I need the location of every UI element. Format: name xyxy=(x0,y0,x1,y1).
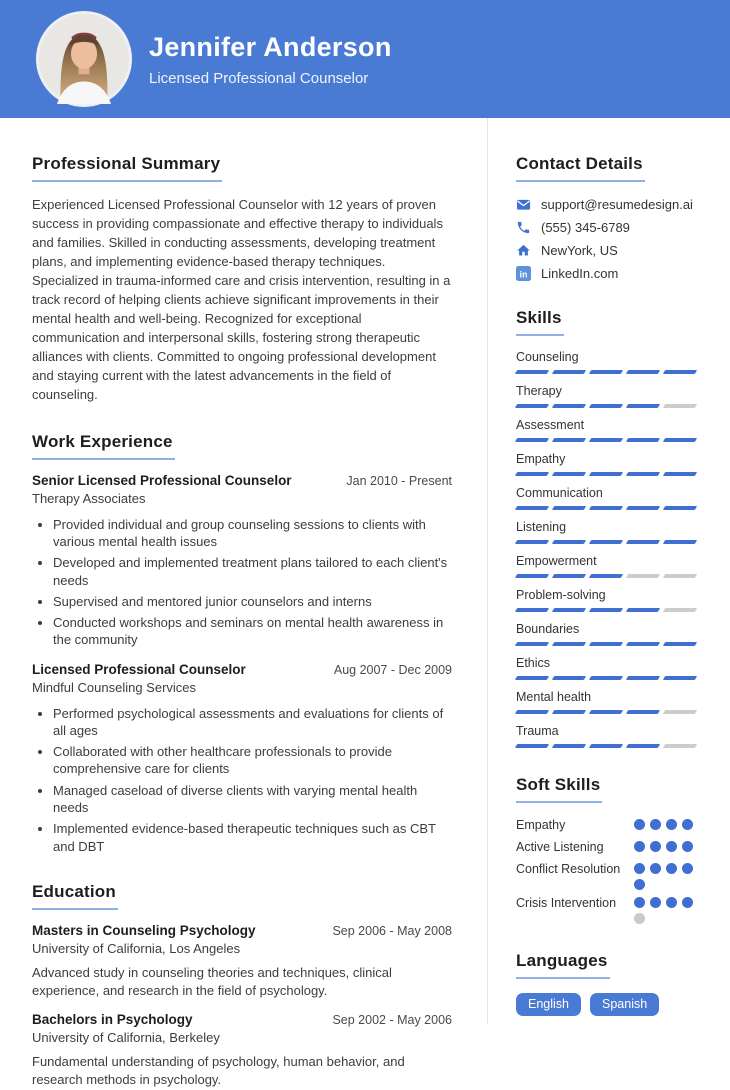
skill-segment-filled xyxy=(515,370,549,374)
avatar-photo-illustration xyxy=(39,14,129,104)
skill-segment-filled xyxy=(552,370,586,374)
skill-segment-filled xyxy=(515,540,549,544)
skill-segment-empty xyxy=(663,574,697,578)
skill-item xyxy=(516,656,696,680)
job-bullet: • Provided individual and group counseling sessions to clients with various mental health issues xyxy=(53,516,452,551)
skill-name: Mental health xyxy=(516,690,592,704)
skill-segment-filled xyxy=(552,574,586,578)
skill-item xyxy=(516,724,696,748)
resume-header xyxy=(0,0,730,118)
home-icon xyxy=(516,243,531,258)
job-title: Senior Licensed Professional Counselor xyxy=(32,472,292,488)
skill-segment-filled xyxy=(626,404,660,408)
soft-skill-name: Empathy xyxy=(516,818,566,832)
soft-skill-name: Conflict Resolution xyxy=(516,861,621,876)
skill-name: Counseling xyxy=(516,350,579,364)
skill-segment-empty xyxy=(663,744,697,748)
phone-icon xyxy=(516,220,531,235)
skill-segment-empty xyxy=(663,404,697,408)
skill-segment-filled xyxy=(626,506,660,510)
skill-item xyxy=(516,486,696,510)
skill-segment-filled xyxy=(515,574,549,578)
education-entry xyxy=(32,1012,452,1090)
soft-skill-dot-filled xyxy=(666,819,677,830)
skill-segment-filled xyxy=(515,404,549,408)
skill-segment-filled xyxy=(589,676,623,680)
work-entries xyxy=(32,473,452,855)
soft-skill-dots xyxy=(634,817,696,830)
skill-segment-filled xyxy=(626,744,660,748)
job-header-row xyxy=(32,662,452,677)
education-dates: Sep 2006 - May 2008 xyxy=(332,923,452,938)
job-title: Licensed Professional Counselor xyxy=(32,661,246,677)
soft-skill-dot-filled xyxy=(682,897,693,908)
soft-skill-dot-filled xyxy=(666,841,677,852)
skill-segment-filled xyxy=(663,676,697,680)
contact-item xyxy=(516,243,696,258)
skill-segment-filled xyxy=(515,506,549,510)
soft-skill-dot-filled xyxy=(650,819,661,830)
person-job-title: Licensed Professional Counselor xyxy=(149,69,369,87)
skill-level-bar xyxy=(516,404,696,408)
skill-segment-filled xyxy=(663,472,697,476)
skill-level-bar xyxy=(516,710,696,714)
job-bullet-list xyxy=(32,705,452,855)
language-list xyxy=(516,993,696,1016)
soft-skill-dot-filled xyxy=(634,863,645,874)
skill-level-bar xyxy=(516,370,696,374)
work-section xyxy=(32,432,452,855)
soft-skill-dot-filled xyxy=(682,841,693,852)
soft-skill-dot-filled xyxy=(634,897,645,908)
skill-level-bar xyxy=(516,676,696,680)
skill-segment-filled xyxy=(515,608,549,612)
soft-skill-dot-filled xyxy=(682,819,693,830)
education-section xyxy=(32,882,452,1090)
skill-name: Assessment xyxy=(516,418,585,432)
job-company: Therapy Associates xyxy=(32,490,146,506)
skill-list xyxy=(516,350,696,748)
skill-segment-filled xyxy=(589,710,623,714)
skill-segment-filled xyxy=(552,642,586,646)
degree-title: Bachelors in Psychology xyxy=(32,1011,193,1027)
job-bullet: • Developed and implemented treatment plans tailored to each client's needs xyxy=(53,554,452,589)
education-entry xyxy=(32,923,452,1001)
skill-segment-filled xyxy=(663,642,697,646)
skill-item xyxy=(516,554,696,578)
email-icon xyxy=(516,197,531,212)
skill-segment-filled xyxy=(515,472,549,476)
skill-segment-filled xyxy=(626,438,660,442)
soft-skills-heading: Soft Skills xyxy=(516,775,602,803)
skill-segment-filled xyxy=(626,608,660,612)
skill-level-bar xyxy=(516,642,696,646)
soft-skill-dot-filled xyxy=(650,863,661,874)
skill-segment-filled xyxy=(663,438,697,442)
main-column xyxy=(0,118,455,1088)
skill-level-bar xyxy=(516,744,696,748)
skill-segment-empty xyxy=(663,710,697,714)
skill-segment-filled xyxy=(589,404,623,408)
soft-skill-item xyxy=(516,861,696,890)
job-bullet: • Collaborated with other healthcare professionals to provide comprehensive care for clients xyxy=(53,743,452,778)
header-identity xyxy=(149,32,392,87)
job-bullet: • Managed caseload of diverse clients with varying mental health needs xyxy=(53,782,452,817)
skill-segment-filled xyxy=(663,506,697,510)
skill-segment-filled xyxy=(515,642,549,646)
skill-item xyxy=(516,588,696,612)
languages-heading: Languages xyxy=(516,951,610,979)
skill-segment-filled xyxy=(552,710,586,714)
soft-skill-dots xyxy=(634,895,696,924)
education-heading: Education xyxy=(32,882,118,910)
skill-segment-filled xyxy=(626,540,660,544)
skills-heading: Skills xyxy=(516,308,564,336)
contact-item xyxy=(516,220,696,235)
language-badge: English xyxy=(516,993,581,1016)
languages-section xyxy=(516,951,696,1016)
skill-item xyxy=(516,350,696,374)
skill-name: Listening xyxy=(516,520,567,534)
job-bullet: • Implemented evidence-based therapeutic techniques such as CBT and DBT xyxy=(53,820,452,855)
soft-skill-dot-filled xyxy=(666,863,677,874)
skill-name: Trauma xyxy=(516,724,559,738)
education-dates: Sep 2002 - May 2006 xyxy=(332,1012,452,1027)
skill-segment-filled xyxy=(626,370,660,374)
summary-text: Experienced Licensed Professional Counselor with 12 years of proven success in providing compassionate and effective therapy to individuals and families. Skilled in conducting assessments, developing treatment plans, and implementing evidence-based therapy techniques. Specialized in trauma-informed care and crisis intervention, resulting in a track record of helping clients achieve significant improvements in their mental health and well-being. Recognized for exceptional communication and interpersonal skills, fostering strong therapeutic alliances with clients. Committed to ongoing professional development and staying current with the latest advancements in the field of counseling. xyxy=(32,197,451,402)
education-entries xyxy=(32,923,452,1090)
soft-skill-name: Active Listening xyxy=(516,839,604,854)
degree-title: Masters in Counseling Psychology xyxy=(32,922,256,938)
skill-level-bar xyxy=(516,608,696,612)
skill-segment-filled xyxy=(552,438,586,442)
skill-item xyxy=(516,384,696,408)
skill-segment-filled xyxy=(552,506,586,510)
soft-skill-dots xyxy=(634,839,696,852)
soft-skill-dots xyxy=(634,861,696,890)
job-bullet: • Conducted workshops and seminars on mental health awareness in the community xyxy=(53,614,452,649)
school-name: University of California, Los Angeles xyxy=(32,940,241,956)
avatar xyxy=(36,11,132,107)
skill-segment-filled xyxy=(589,506,623,510)
skill-item xyxy=(516,418,696,442)
skill-segment-filled xyxy=(589,574,623,578)
person-name: Jennifer Anderson xyxy=(149,31,392,62)
linkedin-icon xyxy=(516,266,531,281)
soft-skill-dot-filled xyxy=(634,879,645,890)
skill-segment-filled xyxy=(663,540,697,544)
soft-skill-name: Crisis Intervention xyxy=(516,895,617,910)
skill-name: Problem-solving xyxy=(516,588,606,602)
skill-segment-filled xyxy=(589,608,623,612)
soft-skill-dot-filled xyxy=(682,863,693,874)
skill-name: Empathy xyxy=(516,452,566,466)
skill-segment-filled xyxy=(589,642,623,646)
education-header-row xyxy=(32,1012,452,1027)
contact-heading: Contact Details xyxy=(516,154,645,182)
skills-section xyxy=(516,308,696,748)
school-name: University of California, Berkeley xyxy=(32,1029,220,1045)
skill-segment-filled xyxy=(589,540,623,544)
sidebar-column xyxy=(488,118,730,1024)
skill-segment-filled xyxy=(515,676,549,680)
skill-segment-empty xyxy=(663,608,697,612)
skill-segment-empty xyxy=(626,574,660,578)
soft-skill-item xyxy=(516,839,696,856)
job-bullet: • Performed psychological assessments and evaluations for clients of all ages xyxy=(53,705,452,740)
education-header-row xyxy=(32,923,452,938)
soft-skill-list xyxy=(516,817,696,924)
skill-segment-filled xyxy=(552,404,586,408)
skill-segment-filled xyxy=(515,710,549,714)
work-experience-entry xyxy=(32,662,452,855)
skill-name: Therapy xyxy=(516,384,562,398)
job-dates: Jan 2010 - Present xyxy=(346,473,452,488)
skill-level-bar xyxy=(516,438,696,442)
soft-skill-dot-empty xyxy=(634,913,645,924)
skill-segment-filled xyxy=(515,438,549,442)
skill-name: Communication xyxy=(516,486,603,500)
skill-item xyxy=(516,452,696,476)
skill-segment-filled xyxy=(589,370,623,374)
soft-skill-dot-filled xyxy=(634,841,645,852)
skill-segment-filled xyxy=(626,472,660,476)
contact-list xyxy=(516,197,696,281)
job-bullet: • Supervised and mentored junior counselors and interns xyxy=(53,593,452,610)
skill-name: Ethics xyxy=(516,656,551,670)
education-description: Fundamental understanding of psychology, human behavior, and research methods in psychology. xyxy=(32,1053,405,1088)
svg-text:in: in xyxy=(519,269,528,280)
skill-segment-filled xyxy=(552,472,586,476)
soft-skill-dot-filled xyxy=(666,897,677,908)
soft-skill-dot-filled xyxy=(634,819,645,830)
soft-skills-section xyxy=(516,775,696,924)
skill-segment-filled xyxy=(626,676,660,680)
skill-segment-filled xyxy=(515,744,549,748)
skill-segment-filled xyxy=(663,370,697,374)
contact-section xyxy=(516,154,696,281)
skill-segment-filled xyxy=(626,642,660,646)
contact-text: LinkedIn.com xyxy=(541,266,619,281)
soft-skill-dot-filled xyxy=(650,897,661,908)
skill-name: Empowerment xyxy=(516,554,597,568)
skill-segment-filled xyxy=(589,744,623,748)
soft-skill-item xyxy=(516,895,696,924)
skill-name: Boundaries xyxy=(516,622,580,636)
contact-text: (555) 345-6789 xyxy=(541,220,630,235)
skill-item xyxy=(516,622,696,646)
soft-skill-dot-filled xyxy=(650,841,661,852)
skill-level-bar xyxy=(516,540,696,544)
contact-text: NewYork, US xyxy=(541,243,618,258)
job-dates: Aug 2007 - Dec 2009 xyxy=(333,662,452,677)
skill-level-bar xyxy=(516,472,696,476)
summary-heading: Professional Summary xyxy=(32,154,222,182)
skill-segment-filled xyxy=(589,438,623,442)
job-bullet-list xyxy=(32,516,452,649)
content-columns xyxy=(0,118,730,1088)
contact-item xyxy=(516,197,696,212)
skill-item xyxy=(516,520,696,544)
skill-segment-filled xyxy=(626,710,660,714)
summary-section xyxy=(32,154,452,405)
skill-item xyxy=(516,690,696,714)
contact-item xyxy=(516,266,696,281)
soft-skill-item xyxy=(516,817,696,834)
contact-text: support@resumedesign.ai xyxy=(541,197,693,212)
skill-segment-filled xyxy=(589,472,623,476)
job-header-row xyxy=(32,473,452,488)
skill-level-bar xyxy=(516,574,696,578)
skill-segment-filled xyxy=(552,676,586,680)
skill-segment-filled xyxy=(552,744,586,748)
skill-segment-filled xyxy=(552,608,586,612)
education-description: Advanced study in counseling theories and techniques, clinical experience, and research in the field of psychology. xyxy=(32,964,392,999)
language-badge: Spanish xyxy=(590,993,659,1016)
job-company: Mindful Counseling Services xyxy=(32,679,197,695)
skill-level-bar xyxy=(516,506,696,510)
work-heading: Work Experience xyxy=(32,432,175,460)
skill-segment-filled xyxy=(552,540,586,544)
work-experience-entry xyxy=(32,473,452,649)
